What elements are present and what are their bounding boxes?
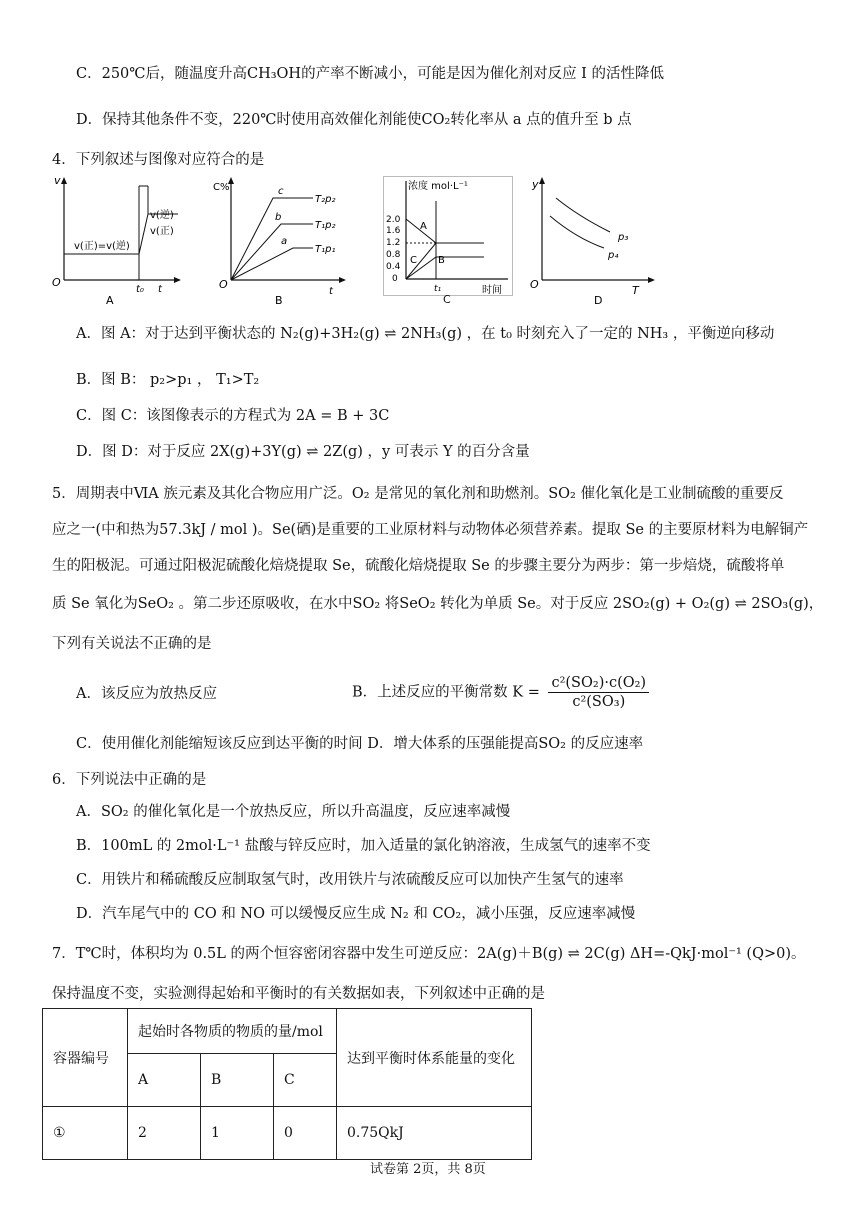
fig-c-tick-5: 0 [392,274,398,284]
fig-b-c: c [278,186,284,197]
q4-option-a: A．图 A：对于达到平衡状态的 N₂(g)+3H₂(g) ⇌ 2NH₃(g) ，在 t₀ 时刻充入了一定的 NH₃ ，平衡逆向移动 [76,326,775,342]
figure-b [213,176,353,306]
q4-option-c: C．图 C：该图像表示的方程式为 2A = B + 3C [76,408,390,424]
figure-a [46,176,186,306]
q6-option-c: C．用铁片和稀硫酸反应制取氢气时，改用铁片与浓硫酸反应可以加快产生氢气的速率 [76,872,624,888]
fig-d-caption: D [594,294,603,306]
fig-d-p4: p₄ [608,250,619,261]
fig-a-rev-label: v(逆) [150,210,174,221]
fig-b-caption: B [275,294,283,306]
fig-c-tick-0: 2.0 [386,215,401,225]
figure-c [383,176,513,296]
th-start-amounts: 起始时各物质的物质的量/mol [128,1009,337,1054]
q6-option-a: A．SO₂ 的催化氧化是一个放热反应，所以升高温度，反应速率减慢 [76,804,511,820]
fig-d-p3: p₃ [618,232,629,243]
th-B: B [201,1054,274,1107]
fig-c-C: C [410,255,417,266]
fig-b-a: a [281,236,288,247]
q5-option-a: A．该反应为放热反应 [76,686,217,702]
q6-stem: 6．下列说法中正确的是 [52,772,207,788]
fig-a-fwd-label: v(正) [150,226,174,237]
q5-line-3: 生的阳极泥。可通过阳极泥硫酸化焙烧提取 Se，硫酸化焙烧提取 Se 的步骤主要分为两步：第一步焙烧，硫酸将单 [52,558,785,574]
th-C: C [274,1054,337,1107]
table-row [43,1107,532,1160]
equilibrium-constant-fraction [548,674,649,711]
th-A: A [128,1054,201,1107]
fig-c-y-label: 浓度 mol·L⁻¹ [408,181,468,192]
q6-option-d: D．汽车尾气中的 CO 和 NO 可以缓慢反应生成 N₂ 和 CO₂，减小压强，反应速率减慢 [76,906,636,922]
q4-option-d: D．图 D：对于反应 2X(g)+3Y(g) ⇌ 2Z(g) ，y 可表示 Y 的百分含量 [76,444,530,460]
fig-c-tick-1: 1.6 [386,226,401,236]
cell-energy: 0.75QkJ [337,1107,532,1160]
q5-line-2: 应之一(中和热为57.3kJ / mol )。Se(硒)是重要的工业原材料与动物体必须营养素。提取 Se 的主要原材料为电解铜产 [52,522,809,538]
fig-c-A: A [420,221,427,232]
fig-a-v-label: v [54,176,61,187]
fig-c-B: B [438,255,445,266]
fig-c-x-label: 时间 [482,285,502,295]
fig-a-t0: t₀ [136,284,144,295]
q5-line-5: 下列有关说法不正确的是 [52,636,212,652]
fig-d-y-label: y [532,178,539,191]
cell-B: 1 [201,1107,274,1160]
cell-A: 2 [128,1107,201,1160]
th-container-id: 容器编号 [43,1009,128,1107]
q5-line-1: 5．周期表中ⅥA 族元素及其化合物应用广泛。O₂ 是常见的氧化剂和助燃剂。SO₂ 催化氧化是工业制硫酸的重要反 [52,486,784,502]
q5-line-4: 质 Se 氧化为SeO₂ 。第二步还原吸收，在水中SO₂ 将SeO₂ 转化为单质 Se。对于反应 2SO₂(g) + O₂(g) ⇌ 2SO₃(g)， [52,596,824,612]
fig-a-eq-label: v(正)=v(逆) [74,241,130,252]
fig-a-origin: O [52,276,61,289]
fig-b-b: b [275,212,282,223]
q4-option-b: B．图 B： p₂>p₁ ， T₁>T₂ [76,372,260,388]
fig-a-t: t [158,284,162,295]
fig-c-tick-2: 1.2 [386,238,401,248]
q3-option-c: C．250℃后，随温度升高CH₃OH的产率不断减小，可能是因为催化剂对反应 I 的活性降低 [76,66,665,82]
th-energy-change: 达到平衡时体系能量的变化 [337,1009,532,1107]
fig-b-origin: O [219,278,228,291]
q3-option-d: D．保持其他条件不变，220℃时使用高效催化剂能使CO₂转化率从 a 点的值升至 b 点 [76,112,632,128]
cell-id: ① [43,1107,128,1160]
fig-b-l3: T₁p₁ [315,244,336,255]
fig-d-T: T [632,284,639,297]
fig-c-t1: t₁ [434,284,442,294]
fig-b-l1: T₂p₂ [315,194,336,205]
q7-data-table [42,1008,532,1160]
q5-options-cd: C．使用催化剂能缩短该反应到达平衡的时间 D．增大体系的压强能提高SO₂ 的反应速率 [76,736,644,752]
fraction-numerator: c²(SO₂)·c(O₂) [548,674,649,693]
fig-c-tick-4: 0.4 [386,262,401,272]
q6-option-b: B．100mL 的 2mol·L⁻¹ 盐酸与锌反应时，加入适量的氯化钠溶液，生成氢气的速率不变 [76,838,651,854]
fig-a-caption: A [106,294,114,306]
fig-c-tick-3: 0.8 [386,250,401,260]
fig-b-y-label: C% [213,182,230,193]
q7-line-2: 保持温度不变，实验测得起始和平衡时的有关数据如表，下列叙述中正确的是 [52,986,545,1002]
fig-b-t: t [329,286,333,297]
page-footer: 试卷第 2页，共 8页 [370,1162,486,1177]
q4-stem: 4．下列叙述与图像对应符合的是 [52,152,265,168]
q5-option-b-prefix: B．上述反应的平衡常数 K = [352,684,540,701]
fig-c-caption: C [443,293,451,306]
fig-b-l2: T₁p₂ [315,220,336,231]
q5-option-b [352,674,649,711]
fraction-denominator: c²(SO₃) [572,694,626,710]
cell-C: 0 [274,1107,337,1160]
q7-line-1: 7．T℃时，体积均为 0.5L 的两个恒容密闭容器中发生可逆反应：2A(g)＋B(g) ⇌ 2C(g) ΔH=-QkJ·mol⁻¹ (Q>0)。 [52,946,806,962]
fig-d-origin: O [530,278,539,291]
figure-d [528,176,658,306]
